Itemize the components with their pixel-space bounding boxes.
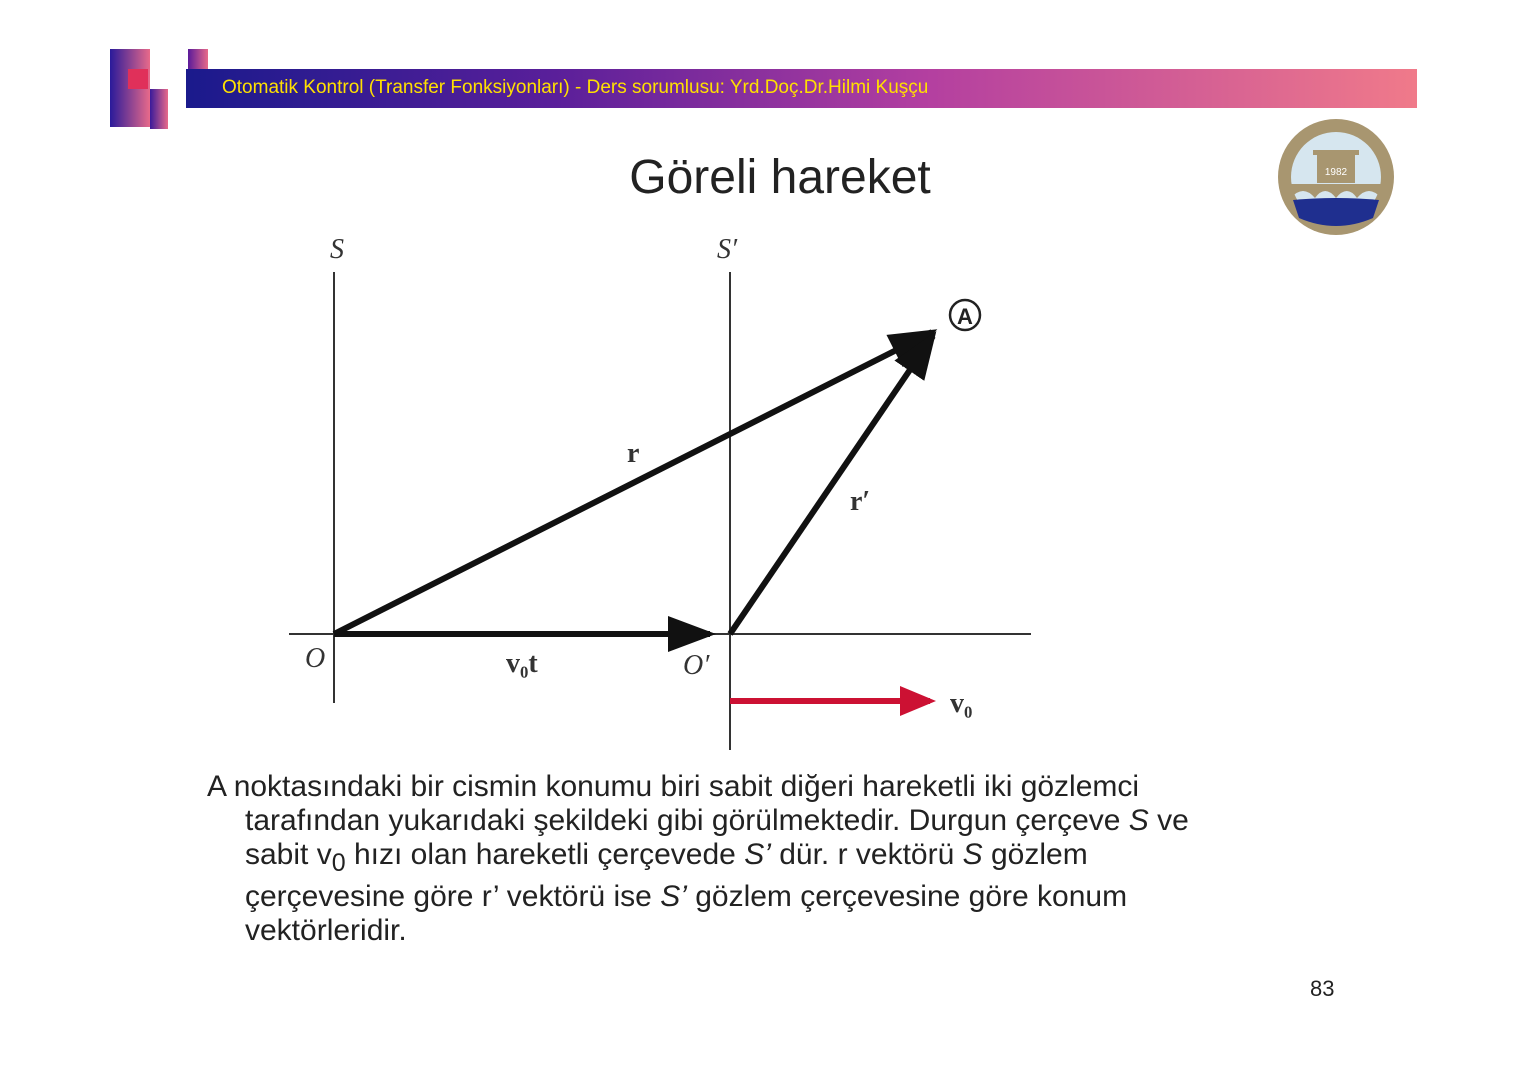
slide-title: Göreli hareket (629, 151, 931, 204)
frame-s-prime: S’ (660, 880, 687, 913)
body-text: hızı olan hareketli çerçevede (345, 838, 745, 871)
label-s: S (330, 234, 344, 265)
body-line: A noktasındaki bir cismin konumu biri sabit diğeri hareketli iki gözlemci (207, 770, 1140, 803)
page-number: 83 (1310, 976, 1335, 1001)
body-line: sabit v (245, 838, 332, 871)
header-text: Otomatik Kontrol (Transfer Fonksiyonları) - Ders sorumlusu: Yrd.Doç.Dr.Hilmi Kuşçu (222, 77, 929, 98)
body-line: vektörleridir. (245, 914, 407, 947)
logo-year: 1982 (1324, 167, 1348, 178)
frame-s: S (962, 838, 983, 871)
label-r: r (627, 438, 640, 469)
label-o: O (305, 643, 326, 674)
body-line: çerçevesine göre r’ vektörü ise (245, 880, 661, 913)
frame-s: S (1128, 804, 1149, 837)
subscript: 0 (331, 849, 346, 877)
body-text: ve (1148, 804, 1189, 837)
body-paragraph (207, 770, 1377, 948)
body-text: gözlem (982, 838, 1088, 871)
label-v0t: v₀t (506, 648, 538, 679)
body-text: gözlem çerçevesine göre konum (686, 880, 1128, 913)
label-o-prime: O′ (683, 650, 710, 681)
label-v0: v₀ (950, 688, 973, 719)
label-a: A (957, 304, 973, 329)
body-text: dür. r vektörü (770, 838, 963, 871)
vector-r (334, 332, 932, 634)
body-line: tarafından yukarıdaki şekildeki gibi görülmektedir. Durgun çerçeve (245, 804, 1129, 837)
label-r-prime: r′ (850, 486, 871, 517)
label-s-prime: S′ (717, 234, 738, 265)
frame-s-prime: S’ (744, 838, 771, 871)
